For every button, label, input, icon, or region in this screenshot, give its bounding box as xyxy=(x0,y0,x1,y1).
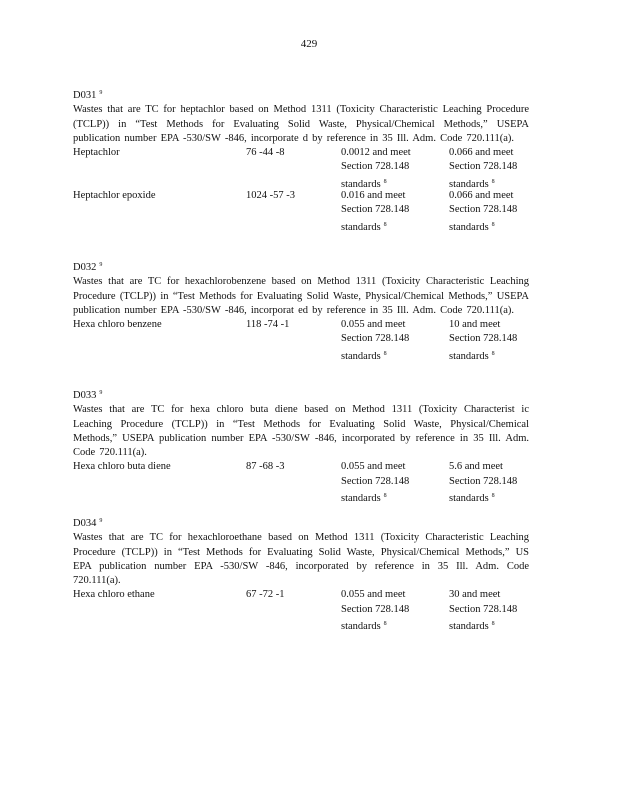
constituent-row xyxy=(73,146,529,189)
waste-code-label: D034 xyxy=(73,518,97,529)
standard-line xyxy=(449,617,539,634)
constituent-name: Hexa chloro benzene xyxy=(73,319,162,331)
standard-line: Section 728.148 xyxy=(449,475,518,487)
standard-label: standards xyxy=(341,221,381,233)
wastewater-standard xyxy=(341,189,431,235)
standard-line: 0.016 and meet xyxy=(341,190,406,202)
wastewater-standard xyxy=(341,588,431,634)
page-number: 429 xyxy=(300,38,318,50)
wastewater-standard xyxy=(341,318,431,364)
nonwastewater-standard xyxy=(449,318,539,364)
waste-code-section-d032 xyxy=(73,258,529,361)
standard-line: 30 and meet xyxy=(449,589,501,601)
standard-line: 10 and meet xyxy=(449,319,501,331)
standard-label: standards xyxy=(449,493,489,505)
footnote-marker: 8 xyxy=(383,221,387,228)
waste-code xyxy=(73,386,529,403)
waste-code xyxy=(73,258,529,275)
constituent-name: Heptachlor epoxide xyxy=(73,190,156,202)
standard-line: Section 728.148 xyxy=(341,161,410,173)
cas-number: 76 -44 -8 xyxy=(246,147,285,159)
standard-line: Section 728.148 xyxy=(449,603,518,615)
footnote-marker: 9 xyxy=(99,518,103,524)
standard-label: standards xyxy=(449,178,489,190)
footnote-marker: 9 xyxy=(99,390,103,396)
nonwastewater-standard xyxy=(449,146,539,192)
constituent-row xyxy=(73,588,529,631)
standard-line xyxy=(449,489,539,506)
footnote-marker: 8 xyxy=(383,350,387,357)
constituent-row xyxy=(73,318,529,361)
constituent-name: Heptachlor xyxy=(73,147,120,159)
cas-number: 87 -68 -3 xyxy=(246,461,285,473)
footnote-marker: 8 xyxy=(491,178,495,185)
standard-label: standards xyxy=(449,621,489,633)
waste-description: Wastes that are TC for heptachlor based on Method 1311 (Toxicity Characteristic Leaching Procedure (TCLP)) in “Test Methods for Evaluating Solid Waste, Physical/Chemical Methods,” USEPA publication number EPA -530/SW -846, incorporate d by reference in 35 Ill. Adm. Code 720.111(a). xyxy=(73,104,529,144)
wastewater-standard xyxy=(341,460,431,506)
waste-code-section-d031 xyxy=(73,86,529,232)
waste-code-label: D031 xyxy=(73,90,97,101)
footnote-marker: 8 xyxy=(491,221,495,228)
standard-line: 0.066 and meet xyxy=(449,147,514,159)
nonwastewater-standard xyxy=(449,588,539,634)
standard-line xyxy=(449,218,539,235)
waste-code xyxy=(73,86,529,103)
standard-label: standards xyxy=(341,178,381,190)
standard-line xyxy=(341,218,431,235)
standard-line: 0.066 and meet xyxy=(449,190,514,202)
waste-code xyxy=(73,514,529,531)
constituent-name: Hexa chloro buta diene xyxy=(73,461,171,473)
cas-number: 67 -72 -1 xyxy=(246,589,285,601)
standard-line: Section 728.148 xyxy=(449,161,518,173)
standard-line xyxy=(341,489,431,506)
footnote-marker: 9 xyxy=(99,90,103,96)
footnote-marker: 9 xyxy=(99,262,103,268)
waste-description: Wastes that are TC for hexachloroethane based on Method 1311 (Toxicity Characteristic Leaching Procedure (TCLP)) in “Test Methods for Evaluating Solid Waste, Physical/Chemical Methods,” US EPA publication number EPA -530/SW -846, incorporated by reference in 35 Ill. Adm. Code 720.111(a). xyxy=(73,532,529,587)
wastewater-standard xyxy=(341,146,431,192)
standard-line: 0.055 and meet xyxy=(341,461,406,473)
waste-code-section-d034 xyxy=(73,514,529,631)
constituent-row xyxy=(73,460,529,503)
standard-label: standards xyxy=(341,621,381,633)
standard-label: standards xyxy=(341,493,381,505)
standard-line: 5.6 and meet xyxy=(449,461,503,473)
standard-line xyxy=(341,347,431,364)
standard-line: 0.0012 and meet xyxy=(341,147,411,159)
standard-label: standards xyxy=(341,350,381,362)
standard-label: standards xyxy=(449,350,489,362)
standard-line: Section 728.148 xyxy=(449,204,518,216)
standard-line: 0.055 and meet xyxy=(341,319,406,331)
constituent-name: Hexa chloro ethane xyxy=(73,589,155,601)
footnote-marker: 8 xyxy=(383,621,387,628)
standard-line: Section 728.148 xyxy=(449,333,518,345)
footnote-marker: 8 xyxy=(383,178,387,185)
standard-line: Section 728.148 xyxy=(341,333,410,345)
cas-number: 1024 -57 -3 xyxy=(246,190,295,202)
waste-description: Wastes that are TC for hexachlorobenzene based on Method 1311 (Toxicity Characteristic Leaching Procedure (TCLP)) in “Test Methods for Evaluating Solid Waste, Physical/Chemical Methods,” USEPA publication number EPA -530/SW -846, incorporat ed by reference in 35 Ill. Adm. Code 720.111(a). xyxy=(73,276,529,316)
waste-code-label: D033 xyxy=(73,390,97,401)
cas-number: 118 -74 -1 xyxy=(246,319,290,331)
constituent-row xyxy=(73,189,529,232)
footnote-marker: 8 xyxy=(491,621,495,628)
footnote-marker: 8 xyxy=(491,493,495,500)
standard-line xyxy=(341,617,431,634)
waste-description: Wastes that are TC for hexa chloro buta diene based on Method 1311 (Toxicity Characterist ic Leaching Procedure (TCLP)) in “Test Methods for Evaluating Solid Waste, Physical/Chemical Methods,” USEPA publication number EPA -530/SW -846, incorporated by reference in 35 Ill. Adm. Code 720.111(a). xyxy=(73,404,529,459)
waste-code-label: D032 xyxy=(73,262,97,273)
standard-line: Section 728.148 xyxy=(341,204,410,216)
standard-line: Section 728.148 xyxy=(341,475,410,487)
nonwastewater-standard xyxy=(449,189,539,235)
standard-line: Section 728.148 xyxy=(341,603,410,615)
standard-label: standards xyxy=(449,221,489,233)
waste-code-section-d033 xyxy=(73,386,529,503)
footnote-marker: 8 xyxy=(491,350,495,357)
nonwastewater-standard xyxy=(449,460,539,506)
standard-line xyxy=(449,347,539,364)
standard-line: 0.055 and meet xyxy=(341,589,406,601)
footnote-marker: 8 xyxy=(383,493,387,500)
